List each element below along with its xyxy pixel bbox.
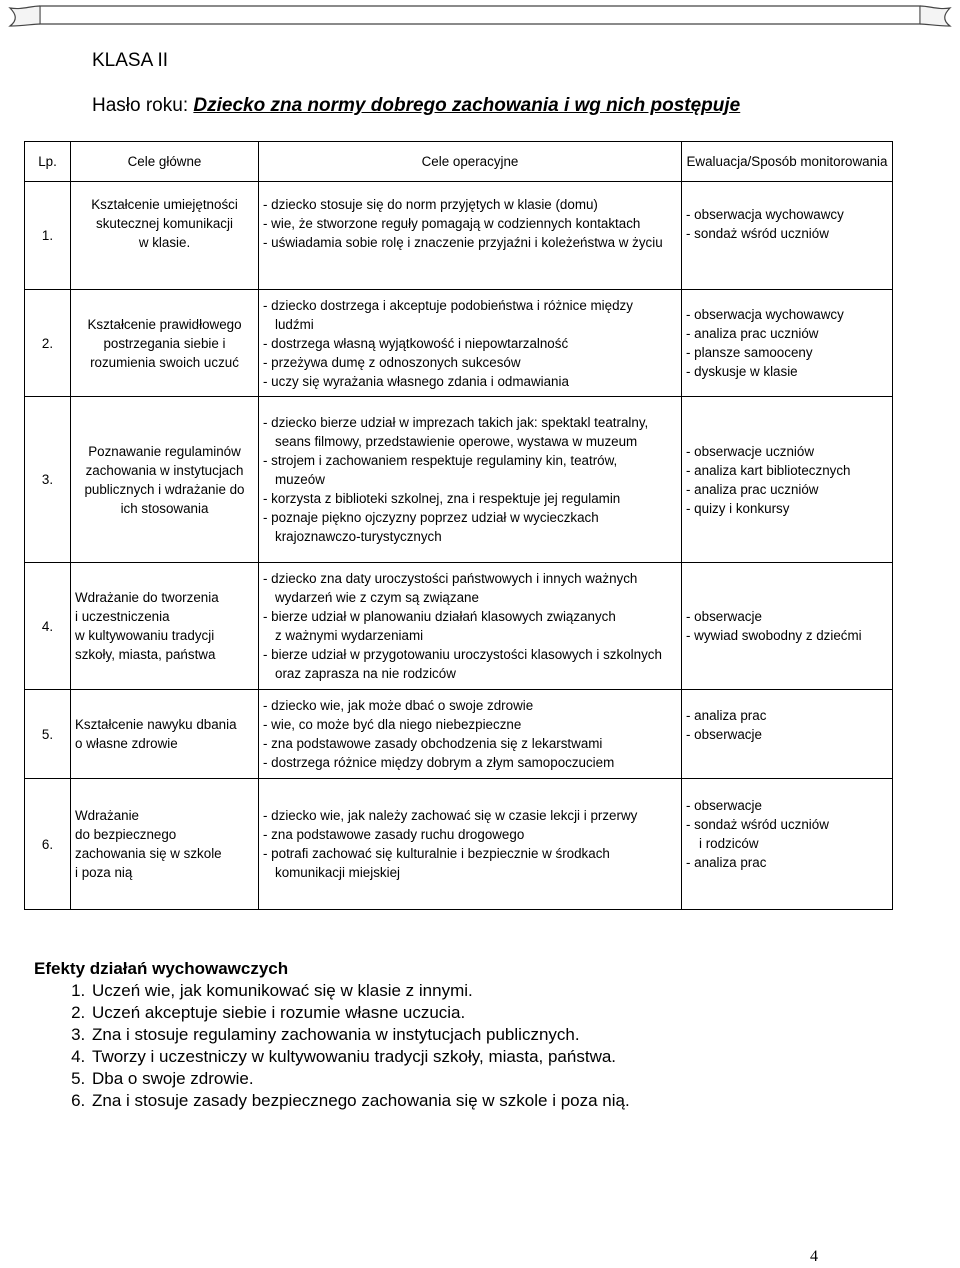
row-number: 5. xyxy=(25,690,71,779)
list-item: 3. Zna i stosuje regulaminy zachowania w instytucjach publicznych. xyxy=(90,1024,630,1046)
row-number: 2. xyxy=(25,290,71,397)
main-goal: Kształcenie umiejętności skutecznej komunikacji w klasie. xyxy=(71,182,259,290)
main-goal: Wdrażanie do bezpiecznego zachowania się w szkole i poza nią xyxy=(71,779,259,910)
row-number: 4. xyxy=(25,563,71,690)
year-motto xyxy=(92,95,740,117)
header-lp: Lp. xyxy=(25,142,71,182)
operational-goals: - dziecko zna daty uroczystości państwowych i innych ważnych wydarzeń wie z czym są związane - bierze udział w planowaniu działań klasowych związanych z ważnymi wydarzeniami - bierze udział w przygotowaniu uroczystości klasowych i szkolnych oraz zaprasza na nie rodziców xyxy=(259,563,682,690)
table-header-row xyxy=(25,142,893,182)
motto-text: Dziecko zna normy dobrego zachowania i wg nich postępuje xyxy=(193,95,741,116)
evaluation: - obserwacje - sondaż wśród uczniów i rodziców - analiza prac xyxy=(682,779,893,910)
main-goal: Kształcenie nawyku dbania o własne zdrowie xyxy=(71,690,259,779)
header-cele-glowne: Cele główne xyxy=(71,142,259,182)
main-goal: Poznawanie regulaminów zachowania w instytucjach publicznych i wdrażanie do ich stosowania xyxy=(71,397,259,563)
motto-label: Hasło roku: xyxy=(92,95,194,116)
evaluation: - obserwacja wychowawcy - sondaż wśród uczniów xyxy=(682,182,893,290)
table-row xyxy=(25,563,893,690)
evaluation: - obserwacje uczniów - analiza kart bibliotecznych - analiza prac uczniów - quizy i konkursy xyxy=(682,397,893,563)
plan-table xyxy=(24,141,893,910)
page-number: 4 xyxy=(810,1248,818,1265)
table-row xyxy=(25,779,893,910)
main-goal: Kształcenie prawidłowego postrzegania siebie i rozumienia swoich uczuć xyxy=(71,290,259,397)
decorative-header-banner xyxy=(0,0,960,34)
evaluation: - obserwacja wychowawcy - analiza prac uczniów - plansze samooceny - dyskusje w klasie xyxy=(682,290,893,397)
main-goal: Wdrażanie do tworzenia i uczestniczenia w kultywowaniu tradycji szkoły, miasta, państwa xyxy=(71,563,259,690)
operational-goals: - dziecko wie, jak może dbać o swoje zdrowie - wie, co może być dla niego niebezpieczne - zna podstawowe zasady obchodzenia się z lekarstwami - dostrzega różnice między dobrym a złym samopoczuciem xyxy=(259,690,682,779)
header-ewaluacja: Ewaluacja/Sposób monitorowania xyxy=(682,142,893,182)
table-row xyxy=(25,690,893,779)
operational-goals: - dziecko stosuje się do norm przyjętych w klasie (domu) - wie, że stworzone reguły pomagają w codziennych kontaktach - uświadamia sobie rolę i znaczenie przyjaźni i koleżeństwa w życiu xyxy=(259,182,682,290)
evaluation: - obserwacje - wywiad swobodny z dziećmi xyxy=(682,563,893,690)
evaluation: - analiza prac - obserwacje xyxy=(682,690,893,779)
effects-section xyxy=(34,958,630,1112)
operational-goals: - dziecko bierze udział w imprezach takich jak: spektakl teatralny, seans filmowy, przedstawienie operowe, wystawa w muzeum - strojem i zachowaniem respektuje regulaminy kin, teatrów, muzeów - korzysta z biblioteki szkolnej, zna i respektuje jej regulamin - poznaje piękno ojczyzny poprzez udział w wycieczkach krajoznawczo-turystycznych xyxy=(259,397,682,563)
list-item: 6. Zna i stosuje zasady bezpiecznego zachowania się w szkole i poza nią. xyxy=(90,1090,630,1112)
table-row xyxy=(25,397,893,563)
table-row xyxy=(25,290,893,397)
effects-list xyxy=(34,980,630,1112)
operational-goals: - dziecko dostrzega i akceptuje podobieństwa i różnice między ludźmi - dostrzega własną wyjątkowość i niepowtarzalność - przeżywa dumę z odnoszonych sukcesów - uczy się wyrażania własnego zdania i odmawiania xyxy=(259,290,682,397)
list-item: 4. Tworzy i uczestniczy w kultywowaniu tradycji szkoły, miasta, państwa. xyxy=(90,1046,630,1068)
row-number: 6. xyxy=(25,779,71,910)
operational-goals: - dziecko wie, jak należy zachować się w czasie lekcji i przerwy - zna podstawowe zasady ruchu drogowego - potrafi zachować się kulturalnie i bezpiecznie w środkach komunikacji miejskiej xyxy=(259,779,682,910)
row-number: 1. xyxy=(25,182,71,290)
list-item: 2. Uczeń akceptuje siebie i rozumie własne uczucia. xyxy=(90,1002,630,1024)
list-item: 1. Uczeń wie, jak komunikować się w klasie z innymi. xyxy=(90,980,630,1002)
effects-title: Efekty działań wychowawczych xyxy=(34,959,289,978)
class-title: KLASA II xyxy=(92,50,169,71)
header-cele-operacyjne: Cele operacyjne xyxy=(259,142,682,182)
list-item: 5. Dba o swoje zdrowie. xyxy=(90,1068,630,1090)
row-number: 3. xyxy=(25,397,71,563)
table-row xyxy=(25,182,893,290)
